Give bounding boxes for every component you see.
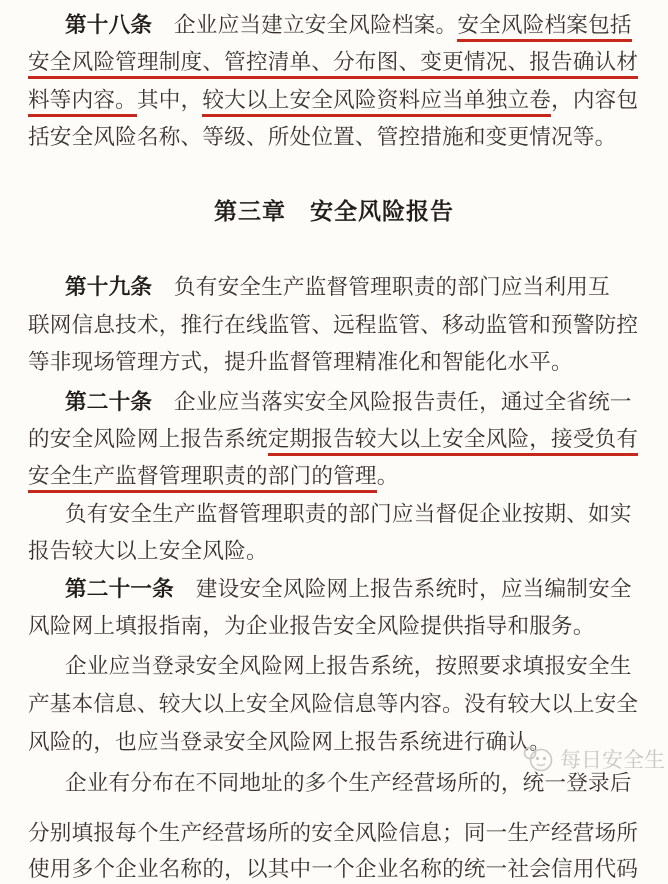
- paragraph-line: [28, 536, 648, 566]
- paragraph-line: [28, 347, 648, 377]
- paragraph-line: [28, 272, 648, 302]
- paragraph-line: [28, 818, 648, 848]
- body-text: 报告较大以上安全风险。: [28, 539, 268, 563]
- body-text: 风险的，也应当登录安全风险网上报告系统进行确认。: [28, 730, 552, 754]
- paragraph-line: [28, 85, 648, 115]
- body-text: ，内容包: [551, 88, 639, 112]
- paragraph-line: [28, 854, 648, 884]
- body-text: 使用多个企业名称的，以其中一个企业名称的统一社会信用代码: [28, 857, 639, 881]
- paragraph-line: [28, 611, 648, 641]
- red-underlined-text: 料等内容。: [28, 88, 137, 117]
- body-text: 等非现场管理方式，提升监督管理精准化和智能化水平。: [28, 350, 573, 374]
- red-underlined-text: 安全生产监督管理职责的部门的管理: [28, 464, 377, 493]
- paragraph-line: [28, 10, 648, 40]
- article-19-number: 第十九条: [65, 274, 153, 299]
- body-text: 企业应当建立安全风险档案。: [152, 13, 458, 37]
- body-text: 产基本信息、较大以上安全风险信息等内容。没有较大以上安全: [28, 692, 639, 716]
- body-text: 企业应当登录安全风险网上报告系统，按照要求填报安全生: [65, 654, 632, 678]
- body-text: 负有安全生产监督管理职责的部门应当督促企业按期、如实: [65, 502, 632, 526]
- article-21-number: 第二十一条: [65, 576, 174, 601]
- body-text: 建设安全风险网上报告系统时，应当编制安全: [173, 577, 632, 601]
- red-underlined-text: 安全风险档案包括: [457, 13, 631, 42]
- paragraph-line: [28, 122, 648, 152]
- red-underlined-text: 较大以上安全风险资料应当单独立卷: [202, 88, 551, 117]
- paragraph-line: [28, 651, 648, 681]
- red-underlined-text: 安全风险管理制度、管控清单、分布图、变更情况、报告确认材: [28, 50, 638, 79]
- paragraph-line: [28, 461, 648, 491]
- paragraph-line: [28, 727, 648, 757]
- body-text: 企业有分布在不同地址的多个生产经营场所的，统一登录后: [65, 771, 632, 795]
- body-text: 联网信息技术，推行在线监管、远程监管、移动监管和预警防控: [28, 313, 639, 337]
- body-text: 企业应当落实安全风险报告责任，通过全省统一: [152, 390, 632, 414]
- chapter-heading: 第三章 安全风险报告: [214, 198, 454, 224]
- paragraph-line: [28, 387, 648, 417]
- watermark-label: 每日安全生: [560, 748, 665, 772]
- body-text: 分别填报每个生产经营场所的安全风险信息；同一生产经营场所: [28, 821, 639, 845]
- body-text: 括安全风险名称、等级、所处位置、管控措施和变更情况等。: [28, 125, 617, 149]
- paragraph-line: [28, 310, 648, 340]
- article-18-number: 第十八条: [65, 12, 153, 37]
- paragraph-line: [28, 47, 648, 77]
- paragraph-line: [28, 689, 648, 719]
- body-text: 风险网上填报指南，为企业报告安全风险提供指导和服务。: [28, 614, 595, 638]
- paragraph-line: [28, 768, 648, 798]
- red-underlined-text: 定期报告较大以上安全风险，接受负有: [268, 427, 639, 456]
- paragraph-line: [28, 574, 648, 604]
- paragraph-line: [28, 499, 648, 529]
- article-20-number: 第二十条: [65, 389, 153, 414]
- body-text: 其中，: [136, 88, 203, 112]
- body-text: 。: [376, 464, 399, 488]
- body-text: 的安全风险网上报告系统: [28, 427, 268, 451]
- body-text: 负有安全生产监督管理职责的部门应当利用互: [152, 275, 610, 299]
- paragraph-line: [28, 424, 648, 454]
